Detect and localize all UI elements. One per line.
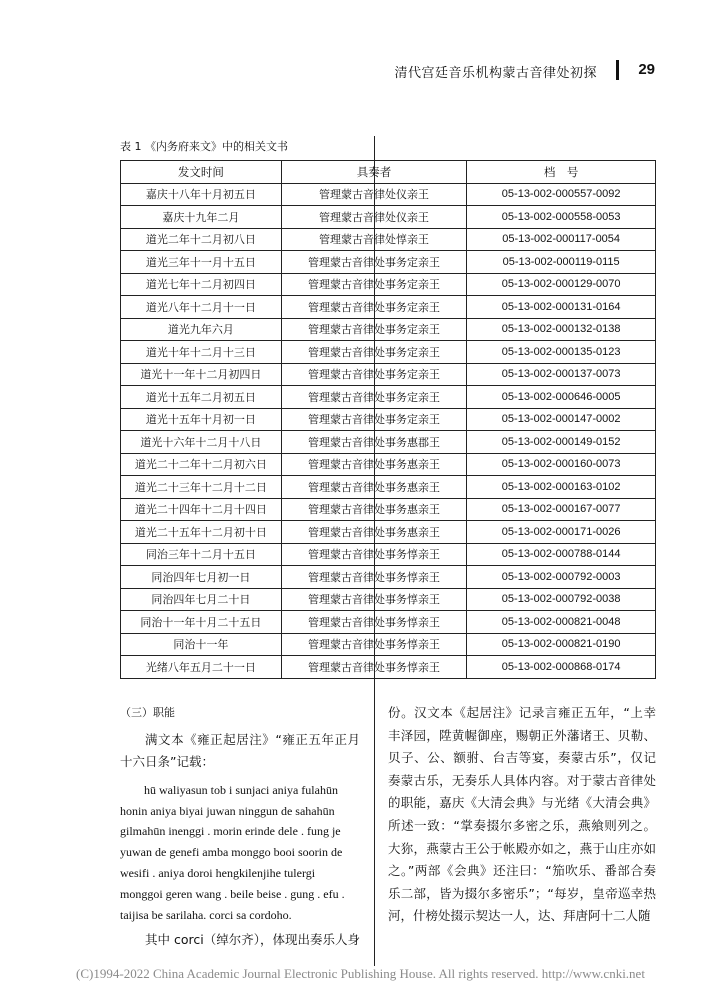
cell-date: 道光三年十一月十五日 (121, 251, 282, 274)
table-row (121, 363, 656, 386)
table-row (121, 588, 656, 611)
cell-date: 道光九年六月 (121, 318, 282, 341)
table-row (121, 386, 656, 409)
cell-memorialist: 管理蒙古音律处事务定亲王 (281, 273, 467, 296)
cell-archive-no: 05-13-002-000137-0073 (467, 363, 656, 386)
table-row (121, 431, 656, 454)
cell-archive-no: 05-13-002-000119-0115 (467, 251, 656, 274)
table-header-row (121, 161, 656, 184)
cell-memorialist: 管理蒙古音律处事务惠郡王 (281, 431, 467, 454)
cell-archive-no: 05-13-002-000646-0005 (467, 386, 656, 409)
cell-date: 同治四年七月初一日 (121, 566, 282, 589)
cell-date: 道光十五年二月初五日 (121, 386, 282, 409)
cell-archive-no: 05-13-002-000132-0138 (467, 318, 656, 341)
closing-paragraph: 其中 corci（绰尔齐），体现出奏乐人身 (145, 932, 360, 948)
cell-archive-no: 05-13-002-000788-0144 (467, 543, 656, 566)
cell-memorialist: 管理蒙古音律处事务惠亲王 (281, 476, 467, 499)
table-row (121, 318, 656, 341)
cell-memorialist: 管理蒙古音律处事务定亲王 (281, 296, 467, 319)
copyright-footer: (C)1994-2022 China Academic Journal Electronic Publishing House. All rights reserved. http://www.cnki.net (76, 966, 645, 981)
table-row (121, 273, 656, 296)
left-column (120, 702, 360, 952)
cell-memorialist: 管理蒙古音律处事务定亲王 (281, 363, 467, 386)
cell-date: 同治三年十二月十五日 (121, 543, 282, 566)
cell-memorialist: 管理蒙古音律处惇亲王 (281, 228, 467, 251)
cell-date: 道光二十三年十二月十二日 (121, 476, 282, 499)
documents-table (120, 160, 656, 679)
cell-date: 道光二十二年十二月初六日 (121, 453, 282, 476)
cell-memorialist: 管理蒙古音律处事务惇亲王 (281, 588, 467, 611)
cell-archive-no: 05-13-002-000117-0054 (467, 228, 656, 251)
cell-memorialist: 管理蒙古音律处事务惇亲王 (281, 633, 467, 656)
cell-archive-no: 05-13-002-000792-0038 (467, 588, 656, 611)
cell-archive-no: 05-13-002-000129-0070 (467, 273, 656, 296)
cell-archive-no: 05-13-002-000131-0164 (467, 296, 656, 319)
cell-date: 道光二年十二月初八日 (121, 228, 282, 251)
cell-date: 嘉庆十八年十月初五日 (121, 183, 282, 206)
table-row (121, 206, 656, 229)
cell-memorialist: 管理蒙古音律处事务定亲王 (281, 408, 467, 431)
column-header-memorialist: 具奏者 (281, 161, 467, 184)
cell-memorialist: 管理蒙古音律处事务定亲王 (281, 341, 467, 364)
cell-archive-no: 05-13-002-000558-0053 (467, 206, 656, 229)
right-column (388, 702, 656, 928)
table-row (121, 341, 656, 364)
table-row (121, 656, 656, 679)
table-row (121, 183, 656, 206)
cell-archive-no: 05-13-002-000149-0152 (467, 431, 656, 454)
cell-archive-no: 05-13-002-000147-0002 (467, 408, 656, 431)
cell-date: 光绪八年五月二十一日 (121, 656, 282, 679)
table-caption: 表 1 《内务府来文》中的相关文书 (120, 140, 288, 153)
table-row (121, 251, 656, 274)
cell-archive-no: 05-13-002-000135-0123 (467, 341, 656, 364)
cell-memorialist: 管理蒙古音律处事务惠亲王 (281, 453, 467, 476)
column-header-archive-no: 档 号 (467, 161, 656, 184)
cell-date: 道光二十五年十二月初十日 (121, 521, 282, 544)
running-title: 清代宫廷音乐机构蒙古音律处初探 (394, 66, 597, 81)
table-row (121, 408, 656, 431)
table-row (121, 566, 656, 589)
cell-memorialist: 管理蒙古音律处事务惠亲王 (281, 498, 467, 521)
table-row (121, 521, 656, 544)
section-heading: （三）职能 (120, 706, 175, 719)
cell-memorialist: 管理蒙古音律处事务惇亲王 (281, 656, 467, 679)
cell-memorialist: 管理蒙古音律处仪亲王 (281, 206, 467, 229)
cell-date: 道光十五年十月初一日 (121, 408, 282, 431)
table-row (121, 476, 656, 499)
table-row (121, 453, 656, 476)
cell-archive-no: 05-13-002-000821-0190 (467, 633, 656, 656)
cell-archive-no: 05-13-002-000167-0077 (467, 498, 656, 521)
page-number: 29 (638, 61, 655, 78)
cell-date: 同治四年七月二十日 (121, 588, 282, 611)
cell-memorialist: 管理蒙古音律处事务定亲王 (281, 251, 467, 274)
manchu-transliteration: hū waliyasun tob i sunjaci aniya fulahūn honin aniya biyai juwan ninggun de sahahūn gilmahūn inenggi . morin erinde dele . fung je yuwan de genefi amba monggo booi soorin de wesifi . aniya doroi hengkilenjihe tulergi monggoi geren wang . beile beise . gung . efu . taijisa be sarilaha. corci sa cordoho. (120, 782, 345, 922)
cell-date: 同治十一年十月二十五日 (121, 611, 282, 634)
cell-memorialist: 管理蒙古音律处仪亲王 (281, 183, 467, 206)
cell-date: 同治十一年 (121, 633, 282, 656)
cell-memorialist: 管理蒙古音律处事务定亲王 (281, 318, 467, 341)
cell-archive-no: 05-13-002-000792-0003 (467, 566, 656, 589)
cell-archive-no: 05-13-002-000163-0102 (467, 476, 656, 499)
cell-date: 道光七年十二月初四日 (121, 273, 282, 296)
table-body (121, 183, 656, 678)
table-row (121, 296, 656, 319)
table-row (121, 543, 656, 566)
running-header (380, 60, 655, 82)
cell-archive-no: 05-13-002-000821-0048 (467, 611, 656, 634)
cell-memorialist: 管理蒙古音律处事务惇亲王 (281, 566, 467, 589)
cell-date: 道光二十四年十二月十四日 (121, 498, 282, 521)
table-row (121, 498, 656, 521)
column-header-date: 发文时间 (121, 161, 282, 184)
cell-memorialist: 管理蒙古音律处事务惠亲王 (281, 521, 467, 544)
cell-archive-no: 05-13-002-000868-0174 (467, 656, 656, 679)
cell-memorialist: 管理蒙古音律处事务惇亲王 (281, 543, 467, 566)
header-divider (616, 60, 619, 80)
cell-date: 道光十年十二月十三日 (121, 341, 282, 364)
cell-date: 嘉庆十九年二月 (121, 206, 282, 229)
table-row (121, 228, 656, 251)
intro-paragraph: 满文本《雍正起居注》“雍正五年正月十六日条”记载： (120, 731, 360, 770)
cell-date: 道光十一年十二月初四日 (121, 363, 282, 386)
right-paragraph: 份。汉文本《起居注》记录言雍正五年，“上幸丰泽园，陞黄幄御座，赐朝正外藩诸王、贝勒、贝子、公、额驸、台吉等宴，奏蒙古乐”，仅记奏蒙古乐，无奏乐人具体内容。对于蒙古音律处的职能，嘉庆《大清会典》与光绪《大清会典》所述一致：“掌奏掇尔多密之乐，燕飨则列之。大狝，燕蒙古王公于帐殿亦如之，燕于山庄亦如之。”两部《会典》还注曰：“笳吹乐、番部合奏乐二部，皆为掇尔多密乐”；“每岁，皇帝巡幸热河，什榜处掇示契达一人，达、拜唐阿十二人随 (388, 705, 656, 924)
cell-memorialist: 管理蒙古音律处事务惇亲王 (281, 611, 467, 634)
cell-memorialist: 管理蒙古音律处事务定亲王 (281, 386, 467, 409)
cell-archive-no: 05-13-002-000160-0073 (467, 453, 656, 476)
cell-archive-no: 05-13-002-000557-0092 (467, 183, 656, 206)
cell-date: 道光十六年十二月十八日 (121, 431, 282, 454)
table-row (121, 611, 656, 634)
cell-archive-no: 05-13-002-000171-0026 (467, 521, 656, 544)
table-row (121, 633, 656, 656)
cell-date: 道光八年十二月十一日 (121, 296, 282, 319)
